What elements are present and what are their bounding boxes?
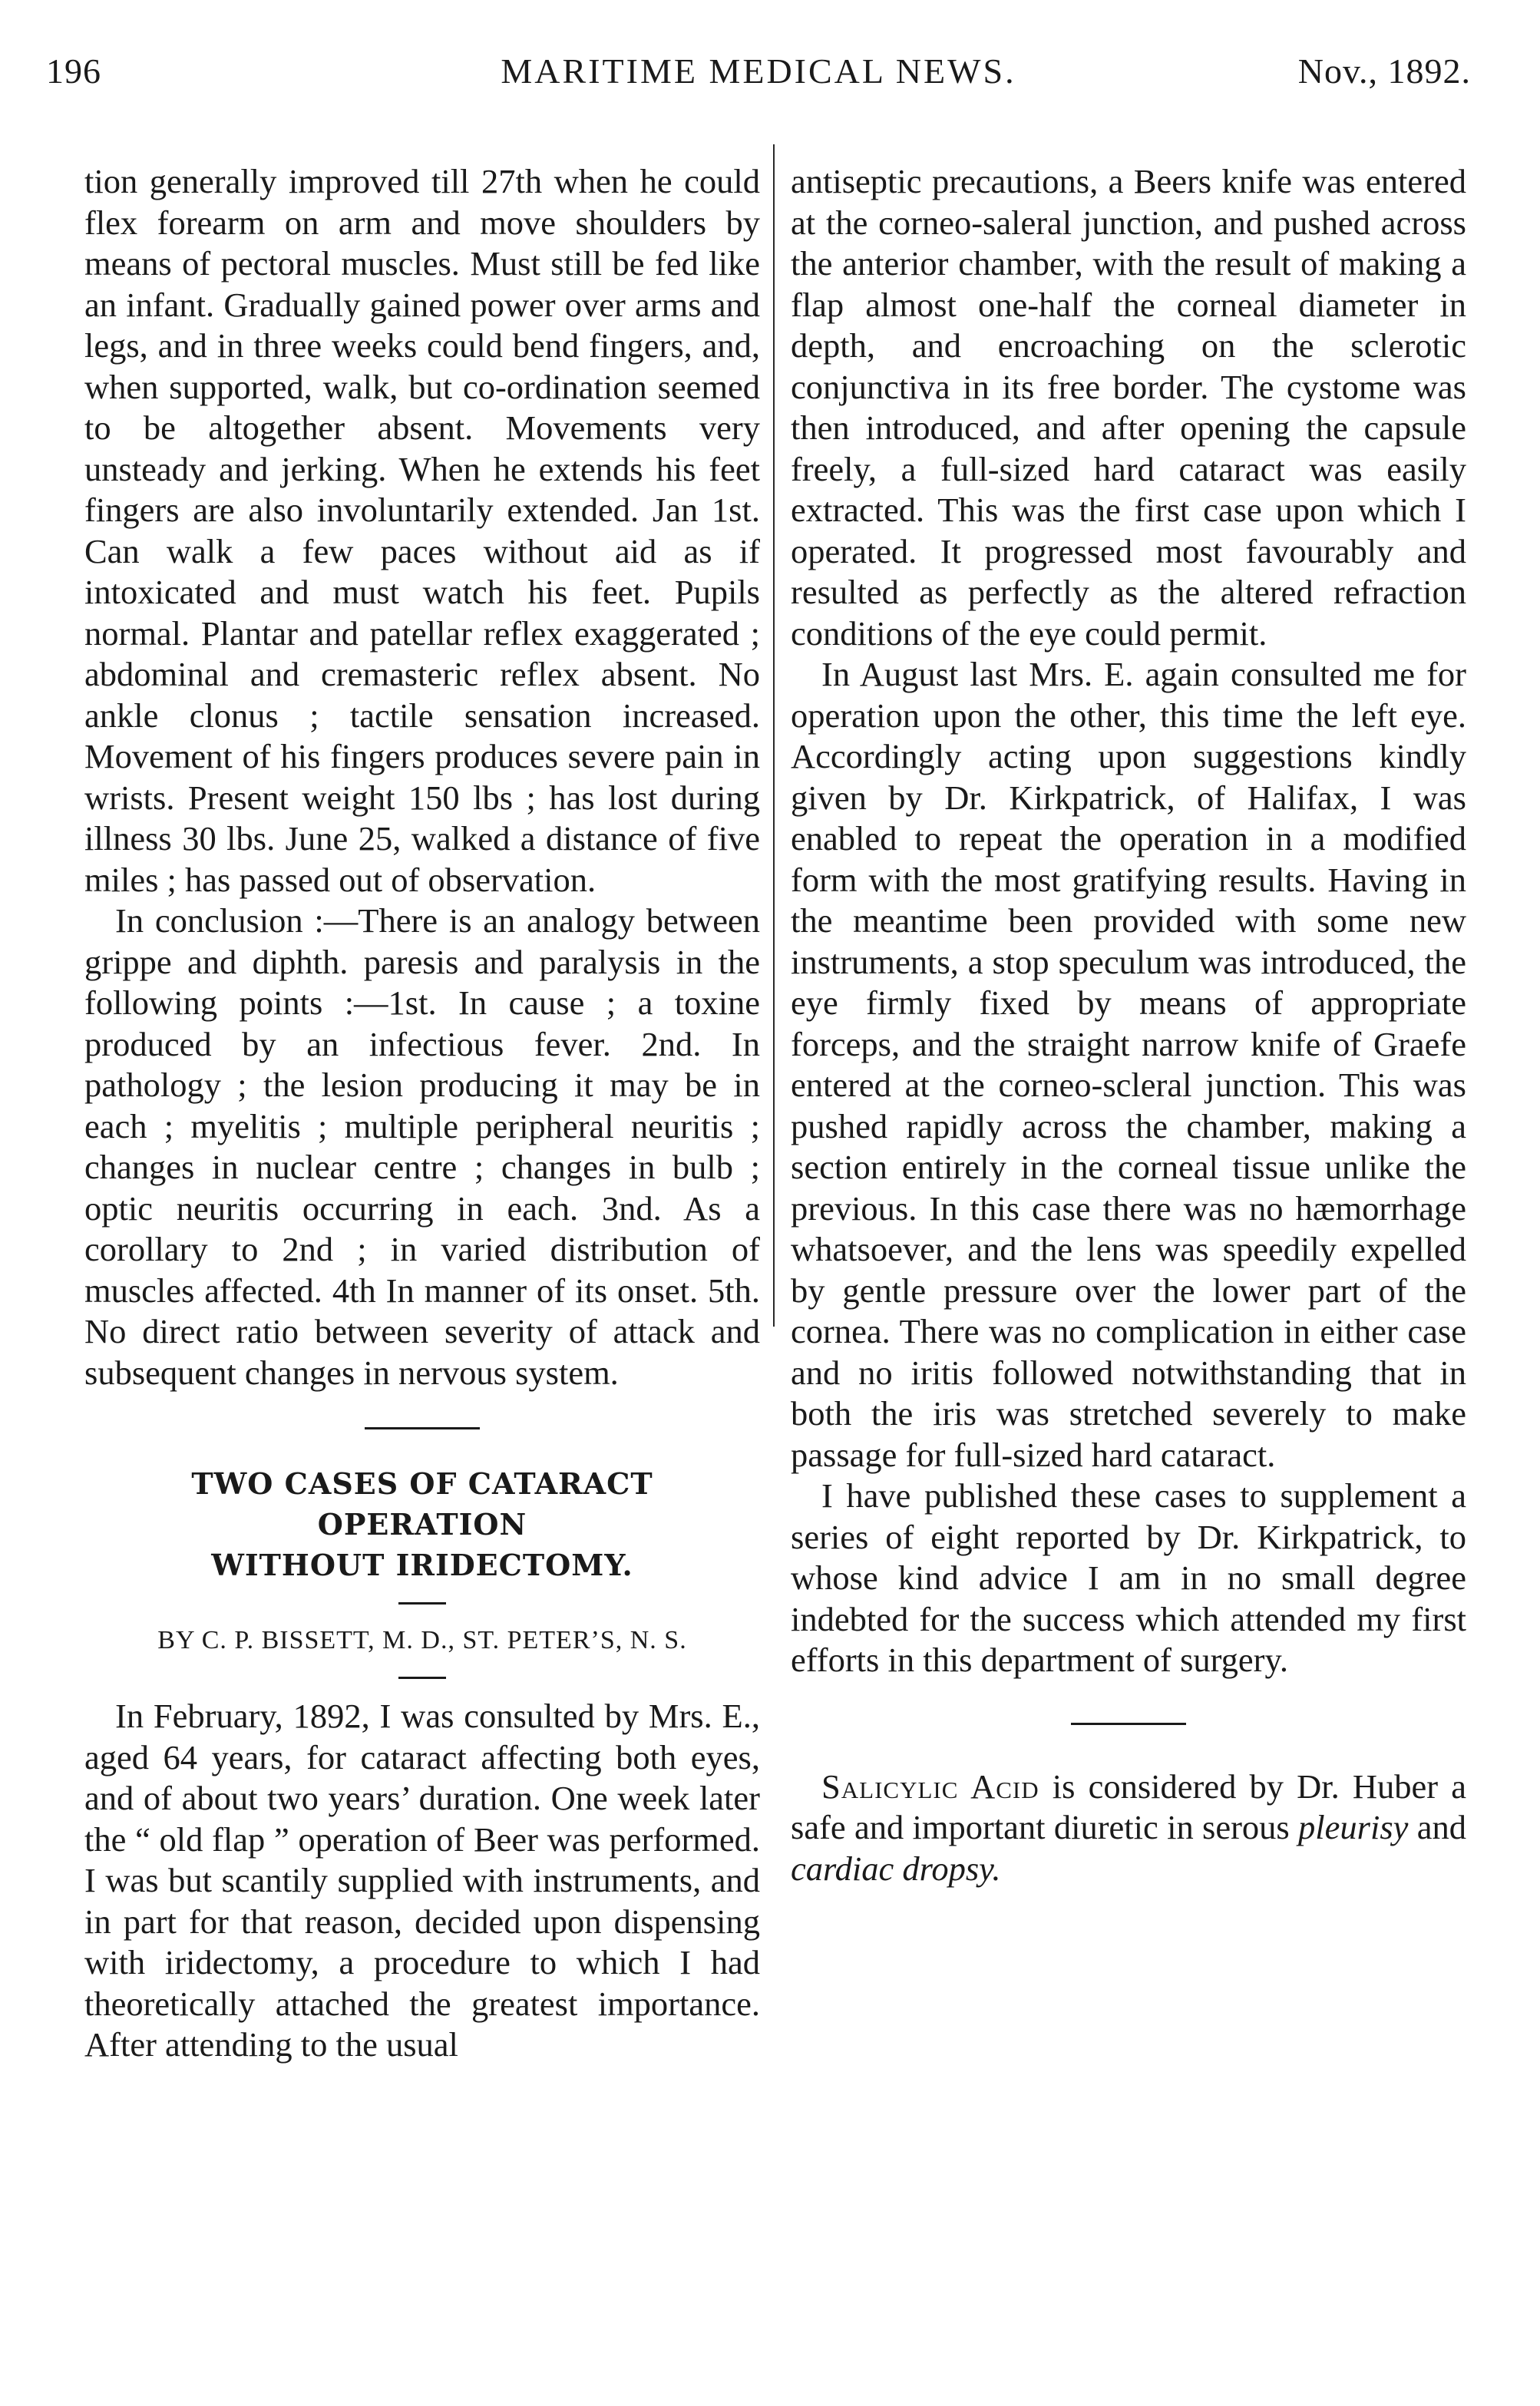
- cardiac-dropsy-term: cardiac dropsy.: [791, 1849, 1001, 1888]
- august-paragraph: In August last Mrs. E. again consulted me for operation upon the other, this time the left eye. Accordingly acting upon suggestions kindly given by Dr. Kirkpatrick, of Halifax, I was enabled to repeat the operation in a modified form with the most gratifying results. Having in the meantime been provided with some new instruments, a stop speculum was introduced, the eye firmly fixed by means of appropriate forceps, and the straight narrow knife of Graefe entered at the corneo-scleral junction. This was pushed rapidly across the chamber, making a section entirely in the corneal tissue unlike the previous. In this case there was no hæmorrhage whatsoever, and the lens was speedily expelled by gentle pressure over the lower part of the cornea. There was no complication in either case and no iritis followed notwithstanding that in both the iris was stretched severely to make passage for full-sized hard cataract.: [791, 655, 1466, 1474]
- spacer: [84, 1585, 760, 1602]
- spacer: [84, 1679, 760, 1696]
- right-column: [791, 161, 1466, 1889]
- spacer: [84, 1393, 760, 1427]
- continuation-paragraph: tion generally improved till 27th when he could flex forearm on arm and move shoulders by means of pectoral muscles. Must still be fed like an infant. Gradually gained power over arms and legs, and in three weeks could bend fingers, and, when supported, walk, but co-ordination seemed to be altogether absent. Movements very unsteady and jerking. When he extends his feet fingers are also involuntarily extended. Jan 1st. Can walk a few paces without aid as if intoxicated and must watch his feet. Pupils normal. Plantar and patellar reflex exaggerated ; abdominal and cremasteric reflex absent. No ankle clonus ; tactile sensation increased. Movement of his fingers produces severe pain in wrists. Present weight 150 lbs ; has lost during illness 30 lbs. June 25, walked a distance of five miles ; has passed out of observation.: [84, 162, 760, 899]
- spacer: [84, 1429, 760, 1463]
- article-byline: BY C. P. BISSETT, M. D., ST. PETER’S, N. S.: [157, 1626, 687, 1654]
- continued-paragraph: antiseptic precautions, a Beers knife was entered at the corneo-saleral junction, and pushed across the anterior chamber, with the result of making a flap almost one-half the corneal diameter in depth, and encroaching on the sclerotic conjunctiva in its free border. The cystome was then introduced, and after opening the capsule freely, a full-sized hard cataract was easily extracted. This was the first case upon which I operated. It progressed most favourably and resulted as perfectly as the altered refraction conditions of the eye could permit.: [791, 162, 1466, 653]
- spacer: [84, 1660, 760, 1677]
- and-word: and: [1416, 1808, 1467, 1846]
- salicylic-acid-note: [791, 1766, 1466, 1890]
- article-title-line-1: TWO CASES OF CATARACT OPERATION: [191, 1466, 653, 1542]
- article-paragraph-1: In February, 1892, I was consulted by Mrs. E., aged 64 years, for cataract affecting both eyes, and of about two years’ duration. One week later the “ old flap ” operation of Beer was performed. I was but scantily supplied with instruments, and in part for that reason, decided upon dispensing with iridectomy, a procedure to which I had theoretically attached the greatest importance. After attending to the usual: [84, 1697, 760, 2064]
- issue-date: Nov., 1892.: [1297, 51, 1471, 91]
- salicylic-acid-lead: Salicylic Acid: [821, 1766, 1039, 1806]
- spacer: [791, 1725, 1466, 1766]
- spacer: [791, 1681, 1466, 1723]
- spacer: [84, 1605, 760, 1621]
- conclusion-paragraph: In conclusion :—There is an analogy between grippe and diphth. paresis and paralysis in the following points :—1st. In cause ; a toxine produced by an infectious fever. 2nd. In pathology ; the lesion producing it may be in each ; myelitis ; multiple peripheral neuritis ; changes in nuclear centre ; changes in bulb ; optic neuritis occurring in each. 3nd. As a corollary to 2nd ; in varied distribution of muscles affected. 4th In manner of its onset. 5th. No direct ratio between severity of attack and subsequent changes in nervous system.: [84, 901, 760, 1392]
- salicylic-acid-text: is considered by Dr. Huber a safe and important diuretic in serous: [791, 1766, 1466, 1846]
- left-column: [84, 161, 760, 2066]
- column-rule: [773, 144, 775, 1327]
- running-head: [46, 45, 1471, 98]
- article-title-line-2: WITHOUT IRIDECTOMY.: [211, 1548, 633, 1582]
- journal-title: MARITIME MEDICAL NEWS.: [501, 51, 1016, 91]
- pleurisy-term: pleurisy: [1298, 1808, 1409, 1846]
- page-number: 196: [46, 51, 101, 91]
- closing-paragraph: I have published these cases to supplement a series of eight reported by Dr. Kirkpatrick, to whose kind advice I am in no small degree indebted for the success which attended my first efforts in this department of surgery.: [791, 1476, 1466, 1679]
